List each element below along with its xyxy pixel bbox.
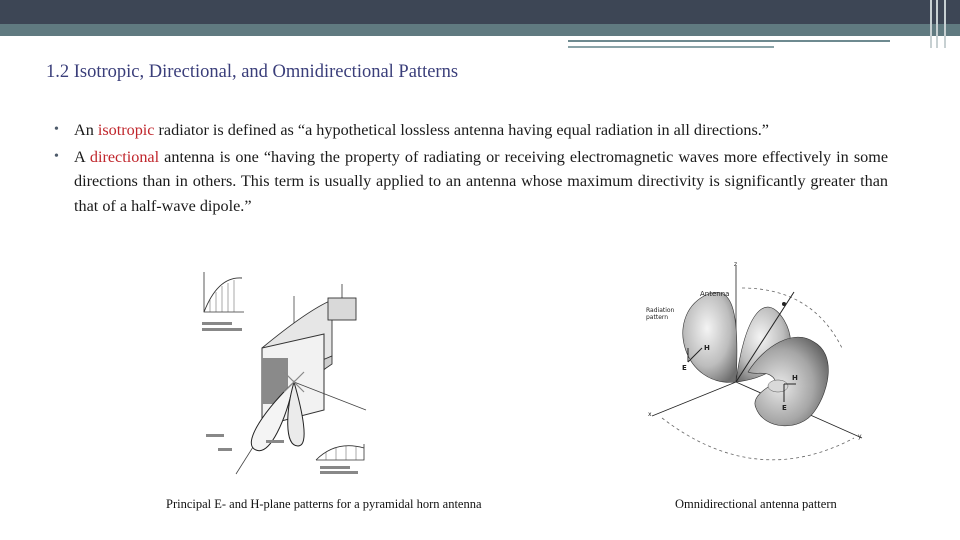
y-label: y (858, 433, 862, 440)
x-label: x (648, 411, 652, 418)
bullet-dot-icon: • (54, 148, 59, 164)
e-label-left: E (682, 364, 687, 372)
term-directional: directional (89, 147, 160, 166)
pattern-label: pattern (646, 314, 669, 321)
header-deco-line (568, 40, 890, 42)
e-label-right: E (782, 404, 787, 412)
header-deco-line (930, 0, 932, 48)
header-deco-line (944, 0, 946, 48)
horn-antenna-figure (196, 270, 432, 485)
omni-x-axis (652, 382, 736, 416)
bullet-dot-icon: • (54, 122, 59, 137)
e-field-distribution-curve (204, 278, 242, 312)
bullet-text: An (74, 121, 98, 139)
left-lobe (683, 292, 737, 382)
h-label-right: H (792, 374, 798, 382)
slide-title: 1.2 Isotropic, Directional, and Omnidirectional Patterns (46, 62, 459, 82)
antenna-label: Antenna (700, 290, 730, 298)
header-bar (0, 0, 960, 24)
header-deco-line (568, 46, 774, 48)
bullet-isotropic (52, 118, 888, 143)
term-isotropic: isotropic (97, 121, 155, 139)
header-accent-bar (0, 24, 960, 36)
omni-figure-caption: Omnidirectional antenna pattern (675, 497, 837, 511)
header-deco-line (936, 0, 938, 48)
bullet-text: radiator is defined as “a hypothetical lossless antenna having equal radiation in all directions.” (154, 121, 769, 139)
h-label-left: H (704, 344, 710, 352)
radiation-label: Radiation (646, 307, 675, 314)
horn-figure-caption: Principal E- and H-plane patterns for a pyramidal horn antenna (166, 497, 482, 511)
bullet-text: antenna is one “having the property of radiating or receiving electromagnetic waves more effectively in some directions than in others. This term is usually applied to an antenna whose maximum directivity is significantly greater than that of a half-wave dipole.” (74, 147, 889, 215)
bullet-text: A (74, 147, 90, 166)
bullet-directional (52, 145, 888, 219)
bullet-list (52, 118, 888, 220)
omni-antenna-figure (644, 258, 870, 480)
z-label: z (734, 261, 738, 268)
waveguide (328, 298, 356, 320)
